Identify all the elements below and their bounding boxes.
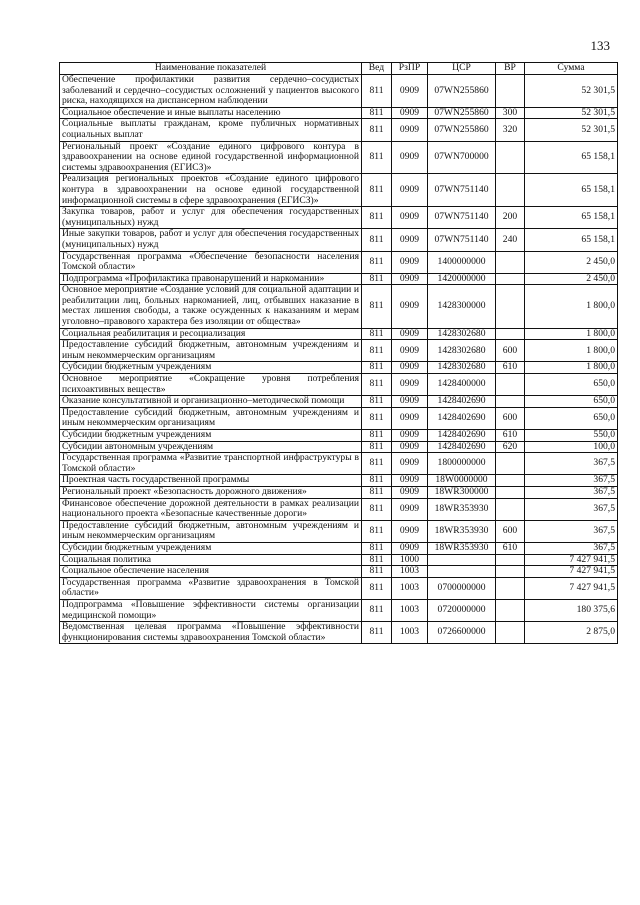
row-ved: 811 xyxy=(362,107,392,119)
table-row xyxy=(60,407,618,429)
row-name: Ведомственная целевая программа «Повышение эффективности функционирования системы здравоохранения Томской области» xyxy=(60,622,362,644)
row-sum: 367,5 xyxy=(525,542,618,554)
row-name: Субсидии автономным учреждениям xyxy=(60,441,362,453)
row-csr: 0700000000 xyxy=(428,577,496,599)
row-ved: 811 xyxy=(362,141,392,174)
row-ved: 811 xyxy=(362,273,392,285)
row-name: Предоставление субсидий бюджетным, автономным учреждениям и иным некоммерческим организациям xyxy=(60,340,362,362)
row-sum: 7 427 941,5 xyxy=(525,577,618,599)
row-sum: 650,0 xyxy=(525,407,618,429)
row-rzpr: 0909 xyxy=(392,407,428,429)
row-ved: 811 xyxy=(362,566,392,578)
row-name: Основное мероприятие «Создание условий для социальной адаптации и реабилитации лиц, больных наркоманией, лиц, отбывших наказание в местах лишения свободы, а также осужденных к наказаниям и мерам уголовно–правового характера без изоляции от общества» xyxy=(60,285,362,328)
row-csr: 1428302680 xyxy=(428,340,496,362)
table-row xyxy=(60,285,618,328)
row-name: Социальная политика xyxy=(60,554,362,566)
row-name: Социальное обеспечение населения xyxy=(60,566,362,578)
row-csr: 18WR353930 xyxy=(428,498,496,520)
row-rzpr: 0909 xyxy=(392,273,428,285)
row-rzpr: 0909 xyxy=(392,119,428,141)
row-ved: 811 xyxy=(362,430,392,442)
row-csr: 0726600000 xyxy=(428,622,496,644)
table-row xyxy=(60,396,618,408)
row-rzpr: 0909 xyxy=(392,251,428,273)
row-csr xyxy=(428,554,496,566)
row-name: Субсидии бюджетным учреждениям xyxy=(60,430,362,442)
row-name: Предоставление субсидий бюджетным, автономным учреждениям и иным некоммерческим организациям xyxy=(60,520,362,542)
row-vr: 610 xyxy=(496,430,525,442)
row-name: Социальное обеспечение и иные выплаты населению xyxy=(60,107,362,119)
table-row xyxy=(60,207,618,229)
row-sum: 650,0 xyxy=(525,396,618,408)
table-row xyxy=(60,577,618,599)
row-ved: 811 xyxy=(362,174,392,207)
row-sum: 7 427 941,5 xyxy=(525,566,618,578)
row-ved: 811 xyxy=(362,340,392,362)
row-rzpr: 0909 xyxy=(392,520,428,542)
row-sum: 2 450,0 xyxy=(525,251,618,273)
row-ved: 811 xyxy=(362,554,392,566)
row-rzpr: 0909 xyxy=(392,229,428,251)
row-sum: 65 158,1 xyxy=(525,174,618,207)
row-vr xyxy=(496,498,525,520)
table-row xyxy=(60,362,618,374)
table-row xyxy=(60,475,618,487)
table-row xyxy=(60,229,618,251)
row-csr: 1420000000 xyxy=(428,273,496,285)
table-body xyxy=(60,75,618,644)
row-sum: 1 800,0 xyxy=(525,340,618,362)
row-vr xyxy=(496,599,525,621)
row-ved: 811 xyxy=(362,475,392,487)
row-rzpr: 0909 xyxy=(392,430,428,442)
table-row xyxy=(60,430,618,442)
row-csr: 18WR353930 xyxy=(428,520,496,542)
table-row xyxy=(60,441,618,453)
row-sum: 65 158,1 xyxy=(525,207,618,229)
row-rzpr: 0909 xyxy=(392,396,428,408)
row-name: Подпрограмма «Профилактика правонарушений и наркомании» xyxy=(60,273,362,285)
row-csr: 1428402690 xyxy=(428,396,496,408)
row-vr xyxy=(496,285,525,328)
row-ved: 811 xyxy=(362,520,392,542)
row-rzpr: 0909 xyxy=(392,486,428,498)
row-vr xyxy=(496,554,525,566)
table-row xyxy=(60,75,618,108)
row-name: Подпрограмма «Повышение эффективности системы организации медицинской помощи» xyxy=(60,599,362,621)
row-ved: 811 xyxy=(362,577,392,599)
row-name: Региональный проект «Создание единого цифрового контура в здравоохранении на основе единой государственной информационной системы здравоохранения (ЕГИСЗ)» xyxy=(60,141,362,174)
row-ved: 811 xyxy=(362,486,392,498)
row-ved: 811 xyxy=(362,374,392,396)
row-csr xyxy=(428,566,496,578)
row-ved: 811 xyxy=(362,498,392,520)
row-name: Закупка товаров, работ и услуг для обеспечения государственных (муниципальных) нужд xyxy=(60,207,362,229)
row-rzpr: 0909 xyxy=(392,362,428,374)
row-vr xyxy=(496,374,525,396)
row-name: Социальные выплаты гражданам, кроме публичных нормативных социальных выплат xyxy=(60,119,362,141)
row-csr: 07WN255860 xyxy=(428,107,496,119)
row-ved: 811 xyxy=(362,328,392,340)
row-name: Государственная программа «Развитие здравоохранения в Томской области» xyxy=(60,577,362,599)
row-rzpr: 1003 xyxy=(392,622,428,644)
row-csr: 18WR353930 xyxy=(428,542,496,554)
row-ved: 811 xyxy=(362,251,392,273)
row-sum: 100,0 xyxy=(525,441,618,453)
row-name: Социальная реабилитация и ресоциализация xyxy=(60,328,362,340)
row-vr: 620 xyxy=(496,441,525,453)
row-sum: 65 158,1 xyxy=(525,141,618,174)
row-ved: 811 xyxy=(362,119,392,141)
row-rzpr: 1000 xyxy=(392,554,428,566)
row-name: Субсидии бюджетным учреждениям xyxy=(60,542,362,554)
page-number: 133 xyxy=(590,38,610,53)
row-sum: 1 800,0 xyxy=(525,328,618,340)
budget-table xyxy=(59,62,618,644)
row-ved: 811 xyxy=(362,75,392,108)
row-vr xyxy=(496,566,525,578)
table-row xyxy=(60,107,618,119)
row-vr: 200 xyxy=(496,207,525,229)
row-vr: 240 xyxy=(496,229,525,251)
row-csr: 07WN255860 xyxy=(428,75,496,108)
row-ved: 811 xyxy=(362,207,392,229)
row-ved: 811 xyxy=(362,453,392,475)
row-ved: 811 xyxy=(362,542,392,554)
row-sum: 367,5 xyxy=(525,498,618,520)
table-row xyxy=(60,340,618,362)
row-vr: 610 xyxy=(496,542,525,554)
table-row xyxy=(60,498,618,520)
header-csr: ЦСР xyxy=(428,63,496,75)
table-row xyxy=(60,251,618,273)
row-sum: 367,5 xyxy=(525,520,618,542)
row-csr: 0720000000 xyxy=(428,599,496,621)
row-csr: 1428402690 xyxy=(428,441,496,453)
row-sum: 367,5 xyxy=(525,486,618,498)
table-row xyxy=(60,554,618,566)
row-vr xyxy=(496,622,525,644)
row-sum: 650,0 xyxy=(525,374,618,396)
table-row xyxy=(60,520,618,542)
row-rzpr: 1003 xyxy=(392,577,428,599)
row-vr: 610 xyxy=(496,362,525,374)
row-csr: 1428302680 xyxy=(428,328,496,340)
row-name: Иные закупки товаров, работ и услуг для обеспечения государственных (муниципальных) нужд xyxy=(60,229,362,251)
row-vr xyxy=(496,577,525,599)
header-name: Наименование показателей xyxy=(60,63,362,75)
row-csr: 1428400000 xyxy=(428,374,496,396)
row-sum: 52 301,5 xyxy=(525,75,618,108)
row-vr: 600 xyxy=(496,340,525,362)
header-ved: Вед xyxy=(362,63,392,75)
row-csr: 18W0000000 xyxy=(428,475,496,487)
table-row xyxy=(60,486,618,498)
row-csr: 1428402690 xyxy=(428,430,496,442)
header-sum: Сумма xyxy=(525,63,618,75)
row-ved: 811 xyxy=(362,285,392,328)
row-rzpr: 0909 xyxy=(392,75,428,108)
table-row xyxy=(60,141,618,174)
row-csr: 1428302680 xyxy=(428,362,496,374)
row-sum: 180 375,6 xyxy=(525,599,618,621)
header-vr: ВР xyxy=(496,63,525,75)
row-rzpr: 1003 xyxy=(392,599,428,621)
row-rzpr: 0909 xyxy=(392,542,428,554)
row-vr xyxy=(496,475,525,487)
row-vr: 300 xyxy=(496,107,525,119)
row-csr: 1428402690 xyxy=(428,407,496,429)
row-name: Основное мероприятие «Сокращение уровня потребления психоактивных веществ» xyxy=(60,374,362,396)
row-csr: 1800000000 xyxy=(428,453,496,475)
row-rzpr: 0909 xyxy=(392,141,428,174)
row-csr: 07WN700000 xyxy=(428,141,496,174)
row-vr xyxy=(496,174,525,207)
row-ved: 811 xyxy=(362,441,392,453)
row-vr xyxy=(496,251,525,273)
header-rzpr: РзПР xyxy=(392,63,428,75)
row-sum: 65 158,1 xyxy=(525,229,618,251)
row-sum: 1 800,0 xyxy=(525,362,618,374)
table-row xyxy=(60,328,618,340)
row-name: Финансовое обеспечение дорожной деятельности в рамках реализации национального проекта «Безопасные качественные дороги» xyxy=(60,498,362,520)
row-sum: 52 301,5 xyxy=(525,119,618,141)
row-rzpr: 0909 xyxy=(392,107,428,119)
table-row xyxy=(60,599,618,621)
row-sum: 367,5 xyxy=(525,475,618,487)
row-name: Субсидии бюджетным учреждениям xyxy=(60,362,362,374)
table-header-row xyxy=(60,63,618,75)
row-sum: 7 427 941,5 xyxy=(525,554,618,566)
row-name: Обеспечение профилактики развития сердечно–сосудистых заболеваний и сердечно–сосудистых осложнений у пациентов высокого риска, находящихся на диспансерном наблюдении xyxy=(60,75,362,108)
row-csr: 18WR300000 xyxy=(428,486,496,498)
row-name: Проектная часть государственной программы xyxy=(60,475,362,487)
row-sum: 2 875,0 xyxy=(525,622,618,644)
row-sum: 550,0 xyxy=(525,430,618,442)
row-name: Оказание консультативной и организационно–методической помощи xyxy=(60,396,362,408)
row-vr: 600 xyxy=(496,407,525,429)
row-rzpr: 0909 xyxy=(392,498,428,520)
row-ved: 811 xyxy=(362,229,392,251)
row-rzpr: 0909 xyxy=(392,285,428,328)
row-vr xyxy=(496,453,525,475)
row-csr: 07WN751140 xyxy=(428,229,496,251)
row-vr xyxy=(496,328,525,340)
row-sum: 1 800,0 xyxy=(525,285,618,328)
row-vr xyxy=(496,141,525,174)
table-row xyxy=(60,374,618,396)
row-rzpr: 1003 xyxy=(392,566,428,578)
row-name: Государственная программа «Обеспечение безопасности населения Томской области» xyxy=(60,251,362,273)
table-row xyxy=(60,542,618,554)
row-rzpr: 0909 xyxy=(392,441,428,453)
row-rzpr: 0909 xyxy=(392,328,428,340)
row-rzpr: 0909 xyxy=(392,340,428,362)
row-csr: 07WN751140 xyxy=(428,207,496,229)
row-ved: 811 xyxy=(362,396,392,408)
table-row xyxy=(60,119,618,141)
table-row xyxy=(60,622,618,644)
row-ved: 811 xyxy=(362,362,392,374)
row-vr: 600 xyxy=(496,520,525,542)
row-rzpr: 0909 xyxy=(392,207,428,229)
table-row xyxy=(60,453,618,475)
row-name: Региональный проект «Безопасность дорожного движения» xyxy=(60,486,362,498)
row-name: Предоставление субсидий бюджетным, автономным учреждениям и иным некоммерческим организациям xyxy=(60,407,362,429)
row-name: Реализация региональных проектов «Создание единого цифрового контура в здравоохранении на основе единой государственной информационной системы в сфере здравоохранения (ЕГИСЗ)» xyxy=(60,174,362,207)
row-rzpr: 0909 xyxy=(392,374,428,396)
row-rzpr: 0909 xyxy=(392,453,428,475)
row-vr xyxy=(496,486,525,498)
row-ved: 811 xyxy=(362,622,392,644)
row-vr: 320 xyxy=(496,119,525,141)
table-row xyxy=(60,566,618,578)
row-name: Государственная программа «Развитие транспортной инфраструктуры в Томской области» xyxy=(60,453,362,475)
table-row xyxy=(60,174,618,207)
row-sum: 2 450,0 xyxy=(525,273,618,285)
row-vr xyxy=(496,273,525,285)
row-vr xyxy=(496,75,525,108)
row-sum: 52 301,5 xyxy=(525,107,618,119)
row-vr xyxy=(496,396,525,408)
row-sum: 367,5 xyxy=(525,453,618,475)
row-rzpr: 0909 xyxy=(392,174,428,207)
table-row xyxy=(60,273,618,285)
row-csr: 07WN751140 xyxy=(428,174,496,207)
row-ved: 811 xyxy=(362,407,392,429)
row-ved: 811 xyxy=(362,599,392,621)
row-csr: 07WN255860 xyxy=(428,119,496,141)
row-csr: 1400000000 xyxy=(428,251,496,273)
row-csr: 1428300000 xyxy=(428,285,496,328)
row-rzpr: 0909 xyxy=(392,475,428,487)
